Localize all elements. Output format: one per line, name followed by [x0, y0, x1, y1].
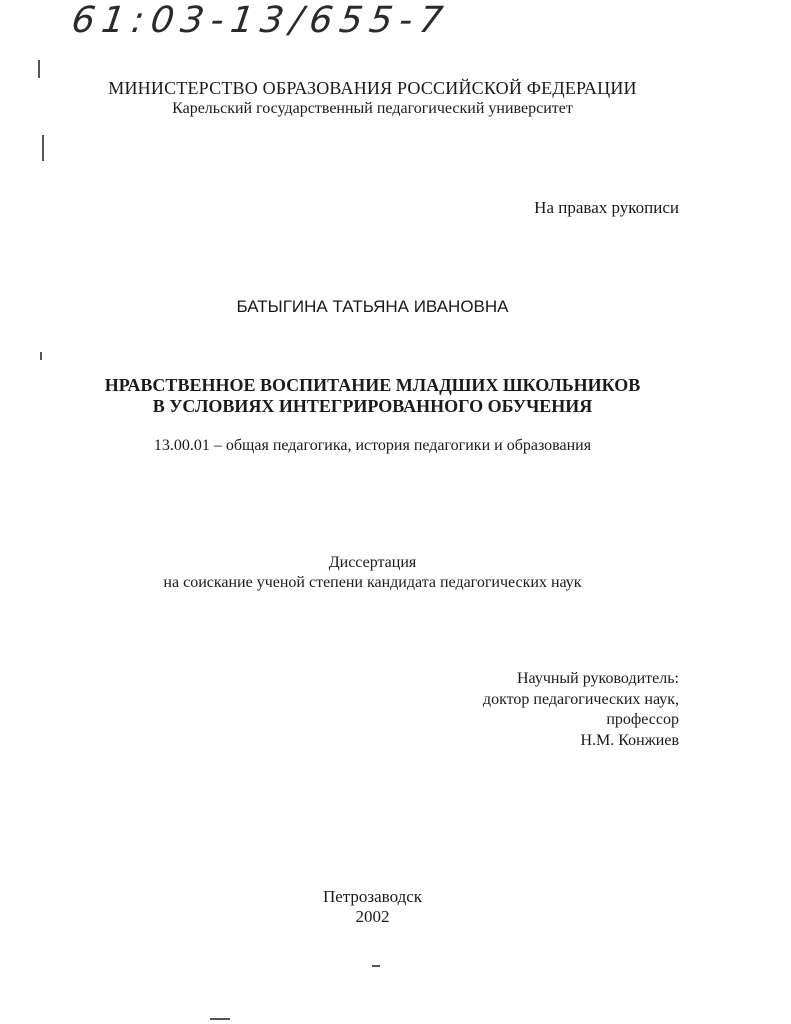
city: Петрозаводск: [322, 887, 423, 906]
university-name: Карельский государственный педагогический университет: [172, 100, 573, 117]
ministry-heading: МИНИСТЕРСТВО ОБРАЗОВАНИЯ РОССИЙСКОЙ ФЕДЕРАЦИИ: [108, 78, 637, 98]
supervisor-rank: профессор: [606, 711, 679, 728]
supervisor-name: Н.М. Конжиев: [580, 732, 679, 749]
dissertation-title-line-2: В УСЛОВИЯХ ИНТЕГРИРОВАННОГО ОБУЧЕНИЯ: [152, 396, 593, 416]
scan-mark: [372, 965, 380, 967]
dissertation-title-line-1: НРАВСТВЕННОЕ ВОСПИТАНИЕ МЛАДШИХ ШКОЛЬНИКОВ: [104, 375, 641, 395]
dissertation-label: Диссертация: [328, 554, 417, 571]
scan-mark: [40, 352, 42, 360]
scan-mark: [38, 60, 40, 78]
handwritten-catalog-number: 61:03-13/655-7: [69, 0, 453, 41]
specialty-code: 13.00.01 – общая педагогика, история педагогики и образования: [153, 437, 592, 454]
supervisor-degree: доктор педагогических наук,: [482, 691, 679, 708]
degree-sought: на соискание ученой степени кандидата педагогических наук: [163, 574, 582, 591]
supervisor-label: Научный руководитель:: [516, 670, 679, 687]
manuscript-rights-notice: На правах рукописи: [534, 198, 679, 217]
scan-mark: [210, 1018, 230, 1020]
scan-mark: [42, 135, 44, 161]
author-name: БАТЫГИНА ТАТЬЯНА ИВАНОВНА: [236, 297, 509, 316]
year: 2002: [355, 907, 390, 926]
